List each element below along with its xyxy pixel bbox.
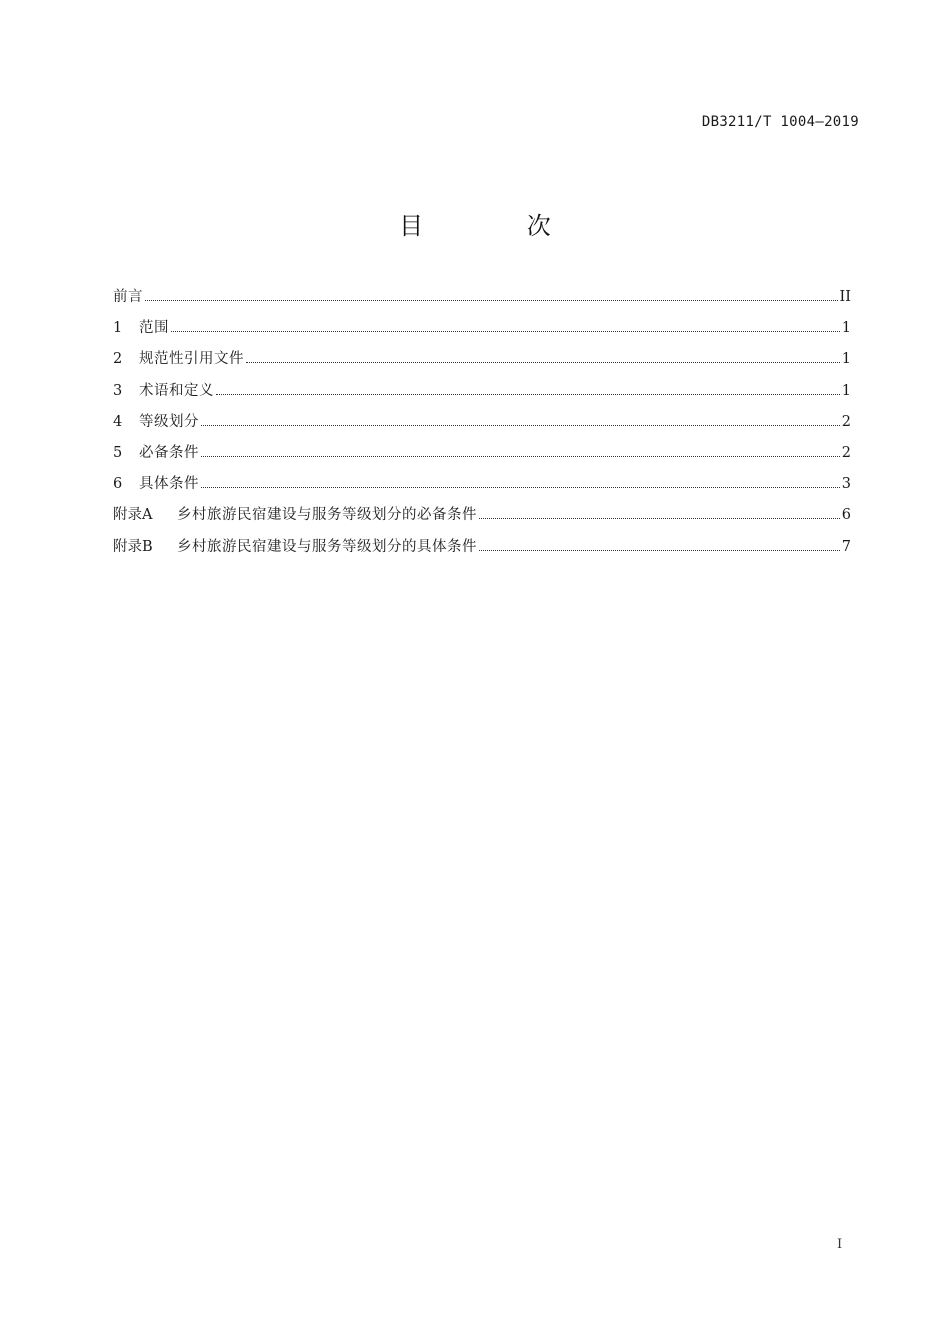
page-number: I (837, 1237, 843, 1252)
toc-entry-label: 范围 (139, 320, 169, 337)
toc-entry-label: 乡村旅游民宿建设与服务等级划分的必备条件 (177, 507, 477, 524)
toc-entry-appendix-a[interactable] (113, 504, 851, 535)
toc-entry-page: 1 (841, 351, 851, 368)
toc-entry-page: II (839, 289, 851, 305)
toc-entry-terms[interactable] (113, 380, 851, 411)
toc-entry-page: 2 (841, 413, 851, 430)
toc-entry-label: 等级划分 (139, 413, 199, 430)
toc-entry-number: 6 (113, 476, 123, 493)
toc-leader-dots (201, 455, 840, 457)
toc-entry-page: 1 (841, 320, 851, 337)
toc-leader-dots (216, 393, 840, 395)
toc-entry-label: 必备条件 (139, 444, 199, 461)
toc-entry-specific-conditions[interactable] (113, 473, 851, 504)
toc-entry-page: 2 (841, 444, 851, 461)
toc-entry-grading[interactable] (113, 411, 851, 442)
toc-entry-number: 附录B (113, 538, 153, 555)
toc-entry-number: 3 (113, 382, 123, 399)
toc-leader-dots (479, 549, 840, 551)
toc-entry-page: 6 (841, 507, 851, 524)
toc-title: 目 次 (399, 212, 599, 240)
toc-entry-essential-conditions[interactable] (113, 442, 851, 473)
document-code: DB3211/T 1004—2019 (701, 114, 859, 130)
toc-leader-dots (479, 517, 840, 519)
toc-leader-dots (246, 361, 840, 363)
toc-entry-page: 7 (841, 538, 851, 555)
toc-entry-normative-references[interactable] (113, 348, 851, 379)
toc-entry-number: 附录A (113, 507, 153, 524)
toc-entry-appendix-b[interactable] (113, 536, 851, 567)
toc-leader-dots (171, 330, 840, 332)
toc-entry-label: 规范性引用文件 (139, 351, 244, 368)
toc-leader-dots (145, 299, 838, 301)
toc-leader-dots (201, 486, 840, 488)
toc-entry-page: 3 (841, 476, 851, 493)
table-of-contents (113, 286, 851, 567)
toc-entry-label: 乡村旅游民宿建设与服务等级划分的具体条件 (177, 538, 477, 555)
toc-entry-label: 术语和定义 (139, 382, 214, 399)
toc-entry-label: 前言 (113, 289, 143, 305)
toc-entry-scope[interactable] (113, 317, 851, 348)
toc-entry-number: 4 (113, 413, 123, 430)
toc-entry-foreword[interactable] (113, 286, 851, 317)
toc-entry-page: 1 (841, 382, 851, 399)
toc-entry-number: 2 (113, 351, 123, 368)
toc-entry-label: 具体条件 (139, 476, 199, 493)
toc-leader-dots (201, 424, 840, 426)
toc-entry-number: 5 (113, 444, 123, 461)
toc-entry-number: 1 (113, 320, 123, 337)
